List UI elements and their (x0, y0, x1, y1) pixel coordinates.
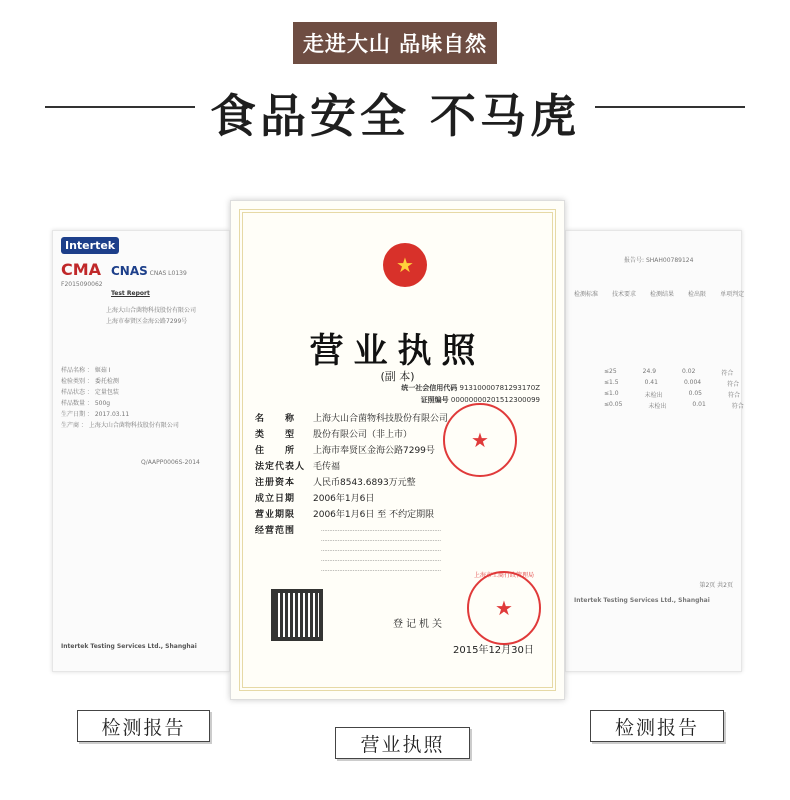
field-term: 营业期限 2006年1月6日 至 不约定期限 (255, 510, 435, 520)
field-founded: 成立日期 2006年1月6日 (255, 494, 375, 504)
td: ≤0.05 (604, 401, 623, 408)
td: 0.05 (688, 390, 702, 397)
cnas-logo: CNAS (110, 264, 148, 278)
report-no-label: 报告号: (624, 257, 645, 264)
national-emblem-icon: ★ (383, 243, 427, 287)
company-seal: ★ (443, 403, 517, 477)
authority-seal: 上海市工商行政管理局 ★ (467, 571, 541, 645)
scope-text: ……………………………………………………………… ……………………………………………………………… ……………………………………………………………… ……………………………………………………………… ……………………………………………………………… (321, 527, 441, 573)
td: 符合 (721, 370, 734, 377)
td: 24.9 (642, 368, 657, 375)
sample-row: 样品数量 ： 500g (61, 400, 111, 407)
td: 未检出 (644, 392, 663, 399)
report-footer: Intertek Testing Services Ltd., Shanghai (574, 597, 710, 604)
issue-date: 2015年12月30日 (453, 645, 534, 656)
sample-row: 生产日期 ： 2017.03.11 (61, 411, 130, 418)
th: 检测标准 (574, 291, 599, 298)
th: 单项判定 (720, 291, 745, 298)
td: 符合 (727, 381, 740, 388)
test-report-left (52, 230, 230, 672)
field-type: 类 型 股份有限公司（非上市） (255, 430, 413, 440)
business-license (230, 200, 565, 700)
cert-no: 00000000201512300099 (450, 396, 540, 404)
report-no: SHAH00789124 (645, 257, 694, 264)
slogan-banner: 走进大山 品味自然 (293, 22, 497, 64)
applicant: 上海大山合菌物科技股份有限公司 (106, 307, 197, 314)
td: ≤1.5 (604, 379, 619, 386)
th: 检出限 (688, 291, 707, 298)
license-copy: (副 本) (380, 370, 415, 383)
cma-logo: CMA (61, 260, 102, 279)
divider-right (595, 106, 745, 108)
test-report-right (565, 230, 745, 672)
report-footer: Intertek Testing Services Ltd., Shanghai (61, 643, 197, 650)
qr-code (271, 589, 323, 641)
field-name: 名 称 上海大山合菌物科技股份有限公司 (255, 414, 449, 424)
field-address: 住 所 上海市奉贤区金海公路7299号 (255, 446, 435, 456)
report-heading: Test Report (111, 290, 150, 297)
registration-authority: 登记机关 (393, 619, 445, 630)
cert-no-label: 证照编号 (420, 396, 449, 404)
th: 技术要求 (612, 291, 637, 298)
intertek-logo: Intertek (61, 237, 119, 254)
td: ≤1.0 (604, 390, 619, 397)
license-title: 营业执照 (309, 331, 486, 371)
th: 检测结果 (650, 291, 675, 298)
address: 上海市奉贤区金海公路7299号 (106, 318, 188, 325)
td: 0.02 (682, 368, 696, 375)
td: 符合 (727, 392, 740, 399)
sample-row: 生产商 ： 上海大山合菌物科技股份有限公司 (61, 422, 179, 429)
page-title: 食品安全 不马虎 (209, 89, 580, 143)
standard: Q/AAPP0006S-2014 (141, 459, 200, 466)
field-capital: 注册资本 人民币8543.6893万元整 (255, 478, 416, 488)
td: 0.004 (683, 379, 702, 386)
sample-row: 样品状态 ： 定量包装 (61, 389, 119, 396)
label-test-report-left: 检测报告 (77, 710, 210, 742)
label-business-license: 营业执照 (335, 727, 470, 759)
field-legal-rep: 法定代表人 毛传福 (255, 462, 341, 472)
td: 0.01 (692, 401, 706, 408)
credit-code-label: 统一社会信用代码 (401, 384, 458, 392)
page-number: 第2页 共2页 (699, 582, 733, 589)
td: 0.41 (644, 379, 658, 386)
sample-row: 样品名称 ： 姬菇 I (61, 367, 111, 374)
cnas-text: CNAS L0139 (149, 270, 187, 277)
td: 符合 (731, 403, 744, 410)
label-test-report-right: 检测报告 (590, 710, 724, 742)
cma-number: F2015090062 (61, 281, 103, 288)
credit-code: 91310000781293170Z (459, 384, 540, 392)
sample-row: 检验类别 ： 委托检测 (61, 378, 119, 385)
td: 未检出 (648, 403, 667, 410)
field-scope: 经营范围 (255, 526, 296, 536)
td: ≤25 (604, 368, 617, 375)
